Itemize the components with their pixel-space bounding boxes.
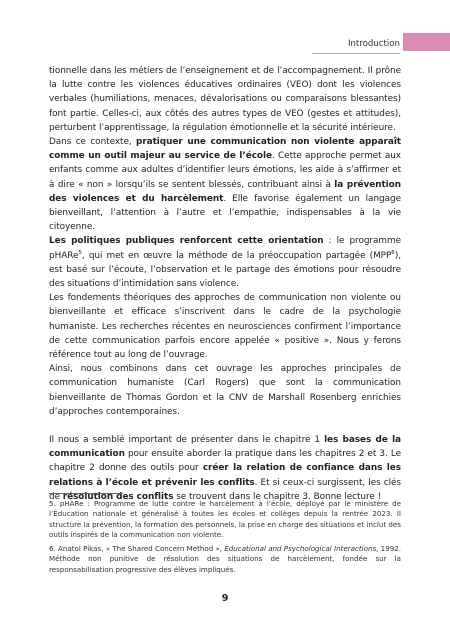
emphasis: résolution des conflits — [62, 491, 174, 502]
page-number: 9 — [221, 593, 229, 604]
footnote-6: 6. Anatol Pikas, « The Shared Concern Method », Educational and Psychological Interactions, 1992. Méthode non punitive de résolution des situations de harcèlement, fondée sur la responsabilisation progressive des élèves impliqués. — [49, 544, 401, 574]
footnotes — [49, 499, 401, 579]
paragraph-6: Il nous a semblé important de présenter dans le chapitre 1 les bases de la communication pour ensuite aborder la pratique dans les chapitres 2 et 3. Le chapitre 2 donne des outils pour créer la relation de confiance dans les relations à l’école et prévenir les conflits. Et si ceux-ci surgissent, les clés de résolution des conflits se trouvent dans le chapitre 3. Bonne lecture ! — [49, 435, 402, 502]
emphasis: créer la relation de confiance dans les relations à l’école et prévenir les conflits — [49, 463, 401, 488]
journal-title: Educational and Psychological Interactions — [224, 544, 377, 554]
paragraph-1: tionnelle dans les métiers de l’enseignement et de l’accompagnement. Il prône la lutte contre les violences éducatives ordinaires (VEO) dont les violences verbales (humiliations, menaces, dévalorisations ou comparaisons blessantes) font partie. Celles-ci, aux côtés des autres types de VEO (gestes et attitudes), perturbent l’apprentissage, la régulation émotionnelle et la sécurité intérieure. — [49, 66, 401, 133]
emphasis: les bases de la communication — [49, 435, 402, 460]
paragraph-4: Les fondements théoriques des approches de communication non violente ou bienveillante et efficace s’inscrivent dans le cadre de la psychologie humaniste. Les recherches récentes en neurosciences confirment l’importance de cette communication parfois encore appelée « positive ». Nous y ferons référence tout au long de l’ouvrage. — [49, 293, 401, 361]
paragraph-5: Ainsi, nous combinons dans cet ouvrage les approches principales de communication humaniste (Carl Rogers) que sont la communication bienveillante de Thomas Gordon et la CNV de Marshall Rosenberg enrichies d’approches contemporaines. — [49, 364, 401, 417]
chapter-tab-marker — [403, 33, 450, 51]
running-head: Introduction — [312, 36, 400, 54]
footnote-ref-6: 6 — [391, 249, 395, 256]
footnote-rule — [49, 493, 123, 494]
body-text — [49, 64, 401, 504]
emphasis: Les politiques publiques renforcent cette orientation — [49, 236, 324, 247]
emphasis: la prévention des violences et du harcèlement — [49, 179, 401, 204]
footnote-ref-5: 5 — [78, 249, 82, 256]
paragraph-3: Les politiques publiques renforcent cette orientation : le programme pHARe$^5$, qui met en œuvre la méthode de la préoccupation partagée (MPP$^6$), est basé sur l’écoute, l’observation et le partage des émotions pour résoudre des situations d’intimidation sans violence. — [49, 236, 401, 290]
paragraph-2: Dans ce contexte, pratiquer une communication non violente apparaît comme un outil majeur au service de l’école. Cette approche permet aux enfants comme aux adultes d’identifier leurs émotions, les aide à s’affirmer et à dire « non » lorsqu’ils se sentent blessés, contribuant ainsi à la prévention des violences et du harcèlement. Elle favorise également un langage bienveillant, l’attention à l’autre et l’empathie, indispensables à la vie citoyenne. — [49, 137, 402, 233]
footnote-5: 5. pHARe : Programme de lutte contre le harcèlement à l’école, déployé par le ministère de l’Éducation nationale et généralisé à toutes les écoles et collèges depuis la rentrée 2023. Il structure la prévention, la formation des personnels, la prise en charge des situations et inclut des outils inspirés de la communication non violente. — [49, 499, 401, 539]
emphasis: pratiquer une communication non violente apparaît comme un outil majeur au service de l’école — [49, 137, 401, 162]
